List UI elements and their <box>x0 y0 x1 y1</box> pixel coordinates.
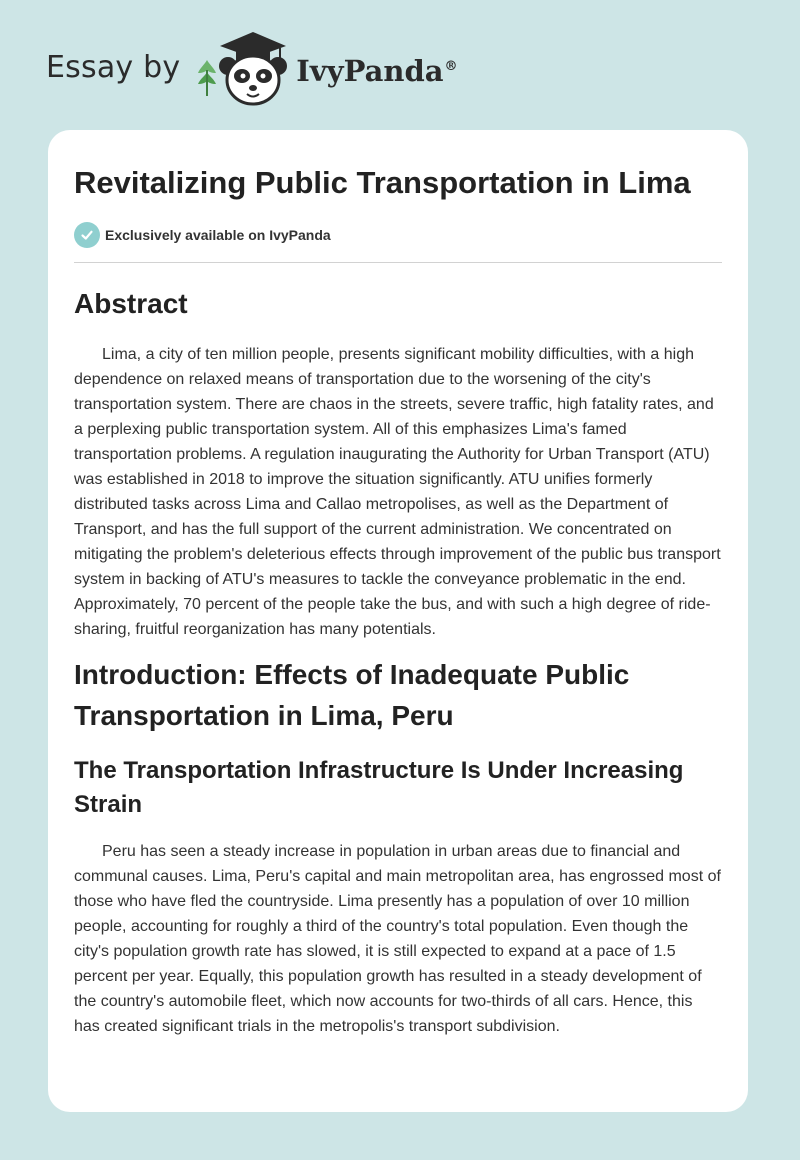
introduction-heading: Introduction: Effects of Inadequate Public Transportation in Lima, Peru <box>74 659 630 731</box>
title-divider <box>74 262 722 263</box>
registered-mark: ® <box>444 59 458 75</box>
brand-header <box>46 28 458 108</box>
panda-graduate-logo[interactable] <box>216 28 290 108</box>
essay-card <box>48 130 748 1112</box>
exclusive-badge <box>74 222 722 248</box>
essay-title: Revitalizing Public Transportation in Lima <box>74 165 691 200</box>
exclusive-badge-text: Exclusively available on IvyPanda <box>105 227 331 243</box>
abstract-paragraph: Lima, a city of ten million people, presents significant mobility difficulties, with a high dependence on relaxed means of transportation due to the worsening of the city's transportation system. There are chaos in the streets, severe traffic, high fatality rates, and a perplexing public transportation system. All of this emphasizes Lima's famed transportation problems. A regulation inaugurating the Authority for Urban Transport (ATU) was established in 2018 to improve the situation significantly. ATU unifies formerly distributed tasks across Lima and Callao metropolises, as well as the Department of Transport, and has the full support of the current administration. We concentrated on mitigating the problem's deleterious effects through improvement of the public bus transport system in backing of ATU's measures to tackle the conveyance problematic in the end. Approximately, 70 percent of the people take the bus, and with such a high degree of ride-sharing, fruitful reorganization has many potentials. <box>74 346 721 638</box>
brand-name-text: IvyPanda <box>296 54 444 88</box>
brand-prefix: Essay by <box>46 49 181 85</box>
strain-heading: The Transportation Infrastructure Is Under Increasing Strain <box>74 757 684 818</box>
brand-name[interactable] <box>296 54 457 88</box>
check-icon <box>74 222 100 248</box>
strain-paragraph: Peru has seen a steady increase in population in urban areas due to financial and communal causes. Lima, Peru's capital and main metropolitan area, has engrossed most of those who have fled the countryside. Lima presently has a population of over 10 million people, accounting for roughly a third of the country's total population. Even though the city's population growth rate has slowed, it is still expected to expand at a pace of 1.5 percent per year. Equally, this population growth has resulted in a steady development of the country's automobile fleet, which now accounts for two-thirds of all cars. Hence, this has created significant trials in the metropolis's transport subdivision. <box>74 843 721 1035</box>
abstract-heading: Abstract <box>74 288 188 319</box>
